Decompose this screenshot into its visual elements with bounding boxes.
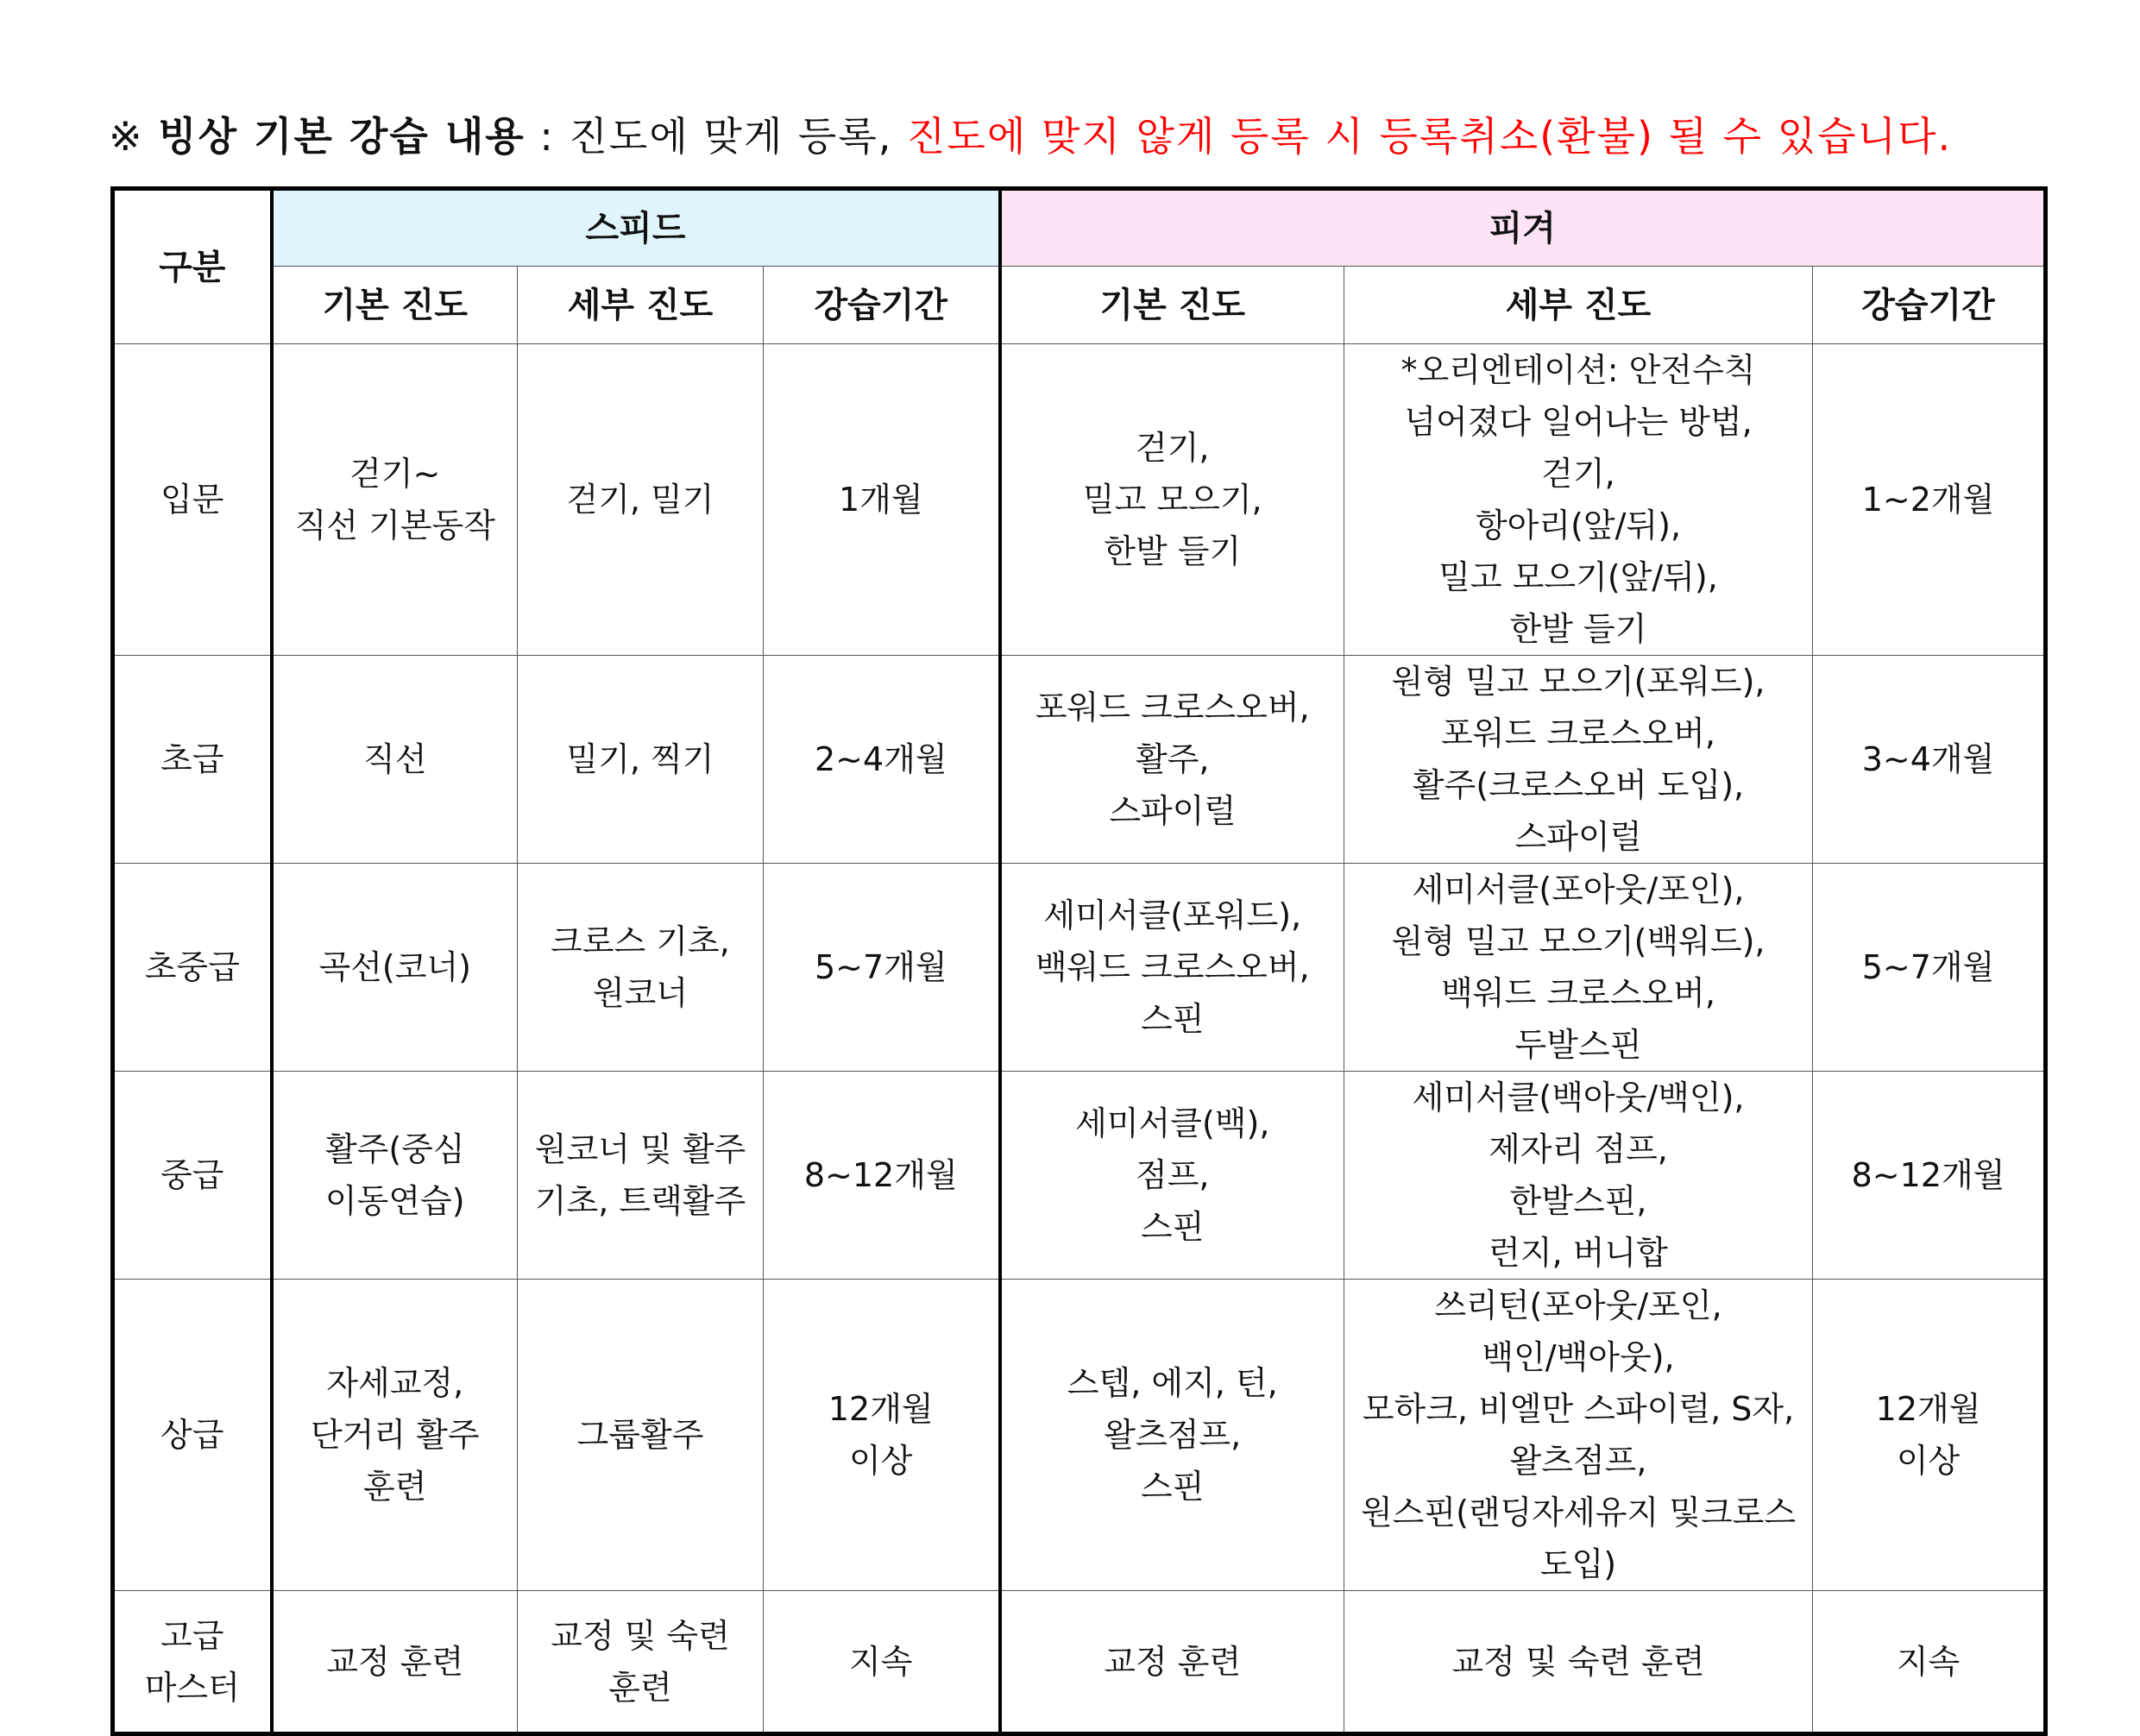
table-row (113, 1072, 2046, 1280)
cell-line: 1~2개월 (1861, 481, 1995, 519)
cell-line: 쓰리턴(포아웃/포인, (1434, 1286, 1722, 1324)
table-row (113, 344, 2046, 656)
cell-line: 8~12개월 (1851, 1156, 2005, 1194)
cell-line: 모하크, 비엘만 스파이럴, S자, (1362, 1390, 1795, 1428)
speed-detail-cell (518, 1591, 764, 1734)
cell-line: 두발스핀 (1514, 1026, 1642, 1064)
speed-basic-cell (272, 344, 518, 656)
figure-detail-cell (1344, 1591, 1813, 1734)
figure-detail-cell (1344, 1280, 1813, 1591)
figure-basic-cell (1000, 1591, 1344, 1734)
figure-header: 피겨 (1000, 189, 2046, 267)
speed-period-cell (764, 656, 1000, 864)
cell-line: 이상 (1896, 1442, 1961, 1480)
cell-line: 한발 들기 (1509, 610, 1647, 648)
cell-line: 원형 밀고 모으기(포워드), (1391, 663, 1766, 701)
cell-line: 걷기, (1136, 429, 1210, 467)
cell-line: 백워드 크로스오버, (1035, 948, 1310, 986)
speed-basic-cell (272, 656, 518, 864)
cell-line: 고급 (160, 1616, 224, 1655)
cell-line: 한발 들기 (1104, 532, 1242, 570)
cell-line: 스핀 (1141, 1468, 1205, 1506)
cell-line: 스핀 (1141, 1000, 1205, 1038)
level-cell (113, 1072, 272, 1280)
cell-line: 1개월 (838, 481, 923, 519)
table-row (113, 1591, 2046, 1734)
cell-line: 원스핀(랜딩자세유지 및크로스 도입) (1360, 1494, 1797, 1583)
cell-line: 한발스핀, (1509, 1182, 1647, 1220)
figure-period-cell (1813, 1591, 2046, 1734)
speed-period-cell (764, 1280, 1000, 1591)
lesson-table (110, 186, 2048, 1736)
cell-line: 훈련 (608, 1668, 672, 1707)
speed-detail-cell (518, 1072, 764, 1280)
figure-detail-cell (1344, 864, 1813, 1072)
cell-line: 지속 (1896, 1642, 1961, 1681)
cell-line: 훈련 (363, 1468, 427, 1506)
cell-line: 스핀 (1141, 1208, 1205, 1246)
cell-line: 세미서클(백아웃/백인), (1412, 1079, 1745, 1116)
header-row-top (113, 189, 2046, 267)
cell-line: 초급 (160, 740, 224, 778)
speed-period-cell (764, 1591, 1000, 1734)
cell-line: 5~7개월 (814, 948, 947, 986)
speed-basic-header: 기본 진도 (272, 267, 518, 344)
cell-line: 교정 훈련 (1104, 1642, 1242, 1681)
cell-line: 스텝, 에지, 턴, (1067, 1364, 1278, 1402)
speed-basic-cell (272, 1072, 518, 1280)
notice-warning-text: 진도에 맞지 않게 등록 시 등록취소(환불) 될 수 있습니다. (907, 113, 1953, 160)
figure-period-cell (1813, 344, 2046, 656)
figure-basic-cell (1000, 864, 1344, 1072)
cell-line: 직선 (363, 740, 427, 778)
cell-line: 포워드 크로스오버, (1035, 689, 1310, 726)
cell-line: 원코너 및 활주 (534, 1130, 746, 1168)
cell-line: 12개월 (828, 1390, 934, 1428)
level-cell (113, 344, 272, 656)
cell-line: 포워드 크로스오버, (1441, 714, 1715, 752)
cell-line: 백인/백아웃), (1482, 1338, 1675, 1376)
cell-line: 원형 밀고 모으기(백워드), (1391, 922, 1766, 960)
cell-line: 자세교정, (326, 1364, 464, 1402)
cell-line: *오리엔테이션: 안전수칙 (1400, 351, 1756, 389)
level-cell (113, 656, 272, 864)
speed-period-header: 강습기간 (764, 267, 1000, 344)
cell-line: 기초, 트랙활주 (534, 1182, 746, 1220)
cell-line: 단거리 활주 (310, 1416, 480, 1454)
table-row (113, 864, 2046, 1072)
notice-separator: : (525, 113, 570, 160)
figure-basic-header: 기본 진도 (1000, 267, 1344, 344)
cell-line: 세미서클(포워드), (1043, 896, 1302, 934)
category-header: 구분 (113, 189, 272, 344)
figure-basic-cell (1000, 1072, 1344, 1280)
cell-line: 초중급 (144, 948, 240, 986)
cell-line: 걷기, (1541, 455, 1615, 493)
cell-line: 백워드 크로스오버, (1441, 974, 1715, 1012)
cell-line: 상급 (160, 1416, 224, 1454)
cell-line: 밀고 모으기(앞/뒤), (1438, 558, 1718, 596)
cell-line: 그룹활주 (576, 1416, 704, 1454)
cell-line: 곡선(코너) (318, 948, 471, 986)
speed-period-cell (764, 344, 1000, 656)
speed-period-cell (764, 1072, 1000, 1280)
speed-basic-cell (272, 864, 518, 1072)
figure-period-cell (1813, 656, 2046, 864)
table-row (113, 1280, 2046, 1591)
cell-line: 런지, 버니합 (1489, 1234, 1668, 1272)
cell-line: 항아리(앞/뒤), (1475, 506, 1682, 544)
cell-line: 교정 및 숙련 (551, 1616, 730, 1655)
cell-line: 왈츠점프, (1104, 1416, 1242, 1454)
cell-line: 세미서클(포아웃/포인), (1412, 871, 1745, 909)
figure-detail-cell (1344, 344, 1813, 656)
cell-line: 밀기, 찍기 (566, 740, 714, 778)
level-cell (113, 1591, 272, 1734)
level-cell (113, 1280, 272, 1591)
cell-line: 직선 기본동작 (294, 506, 495, 544)
cell-line: 12개월 (1875, 1390, 1981, 1428)
speed-period-cell (764, 864, 1000, 1072)
cell-line: 제자리 점프, (1489, 1130, 1668, 1168)
speed-detail-header: 세부 진도 (518, 267, 764, 344)
cell-line: 이상 (849, 1442, 913, 1480)
notice-normal-text: 진도에 맞게 등록, (569, 113, 908, 160)
speed-detail-cell (518, 656, 764, 864)
cell-line: 스파이럴 (1109, 792, 1237, 830)
speed-basic-cell (272, 1280, 518, 1591)
speed-header: 스피드 (272, 189, 1000, 267)
cell-line: 왈츠점프, (1509, 1442, 1647, 1480)
cell-line: 세미서클(백), (1075, 1104, 1270, 1142)
cell-line: 중급 (160, 1156, 224, 1194)
figure-period-cell (1813, 864, 2046, 1072)
figure-detail-cell (1344, 1072, 1813, 1280)
cell-line: 마스터 (144, 1668, 240, 1707)
cell-line: 지속 (849, 1642, 913, 1681)
speed-detail-cell (518, 1280, 764, 1591)
cell-line: 활주, (1136, 740, 1210, 778)
cell-line: 밀고 모으기, (1082, 481, 1262, 519)
figure-basic-cell (1000, 1280, 1344, 1591)
figure-detail-cell (1344, 656, 1813, 864)
cell-line: 걷기, 밀기 (566, 481, 714, 519)
level-cell (113, 864, 272, 1072)
cell-line: 원코너 (592, 974, 689, 1012)
figure-period-cell (1813, 1072, 2046, 1280)
cell-line: 교정 훈련 (326, 1642, 464, 1681)
cell-line: 2~4개월 (814, 740, 947, 778)
cell-line: 걷기~ (349, 455, 441, 493)
figure-basic-cell (1000, 656, 1344, 864)
cell-line: 교정 및 숙련 훈련 (1451, 1642, 1705, 1681)
speed-detail-cell (518, 864, 764, 1072)
speed-detail-cell (518, 344, 764, 656)
notice-line (109, 102, 1952, 171)
table-row (113, 656, 2046, 864)
figure-detail-header: 세부 진도 (1344, 267, 1813, 344)
cell-line: 스파이럴 (1514, 818, 1642, 856)
reference-mark: ※ (109, 113, 144, 160)
cell-line: 입문 (160, 481, 224, 519)
figure-period-cell (1813, 1280, 2046, 1591)
cell-line: 활주(크로스오버 도입), (1412, 766, 1745, 804)
cell-line: 이동연습) (324, 1182, 465, 1220)
header-row-sub (113, 267, 2046, 344)
cell-line: 5~7개월 (1861, 948, 1995, 986)
figure-period-header: 강습기간 (1813, 267, 2046, 344)
notice-label: 빙상 기본 강습 내용 (158, 113, 526, 160)
cell-line: 3~4개월 (1861, 740, 1995, 778)
cell-line: 8~12개월 (803, 1156, 958, 1194)
figure-basic-cell (1000, 344, 1344, 656)
cell-line: 활주(중심 (324, 1130, 465, 1168)
speed-basic-cell (272, 1591, 518, 1734)
cell-line: 넘어졌다 일어나는 방법, (1404, 403, 1753, 441)
cell-line: 점프, (1136, 1156, 1210, 1194)
cell-line: 크로스 기초, (551, 922, 730, 960)
